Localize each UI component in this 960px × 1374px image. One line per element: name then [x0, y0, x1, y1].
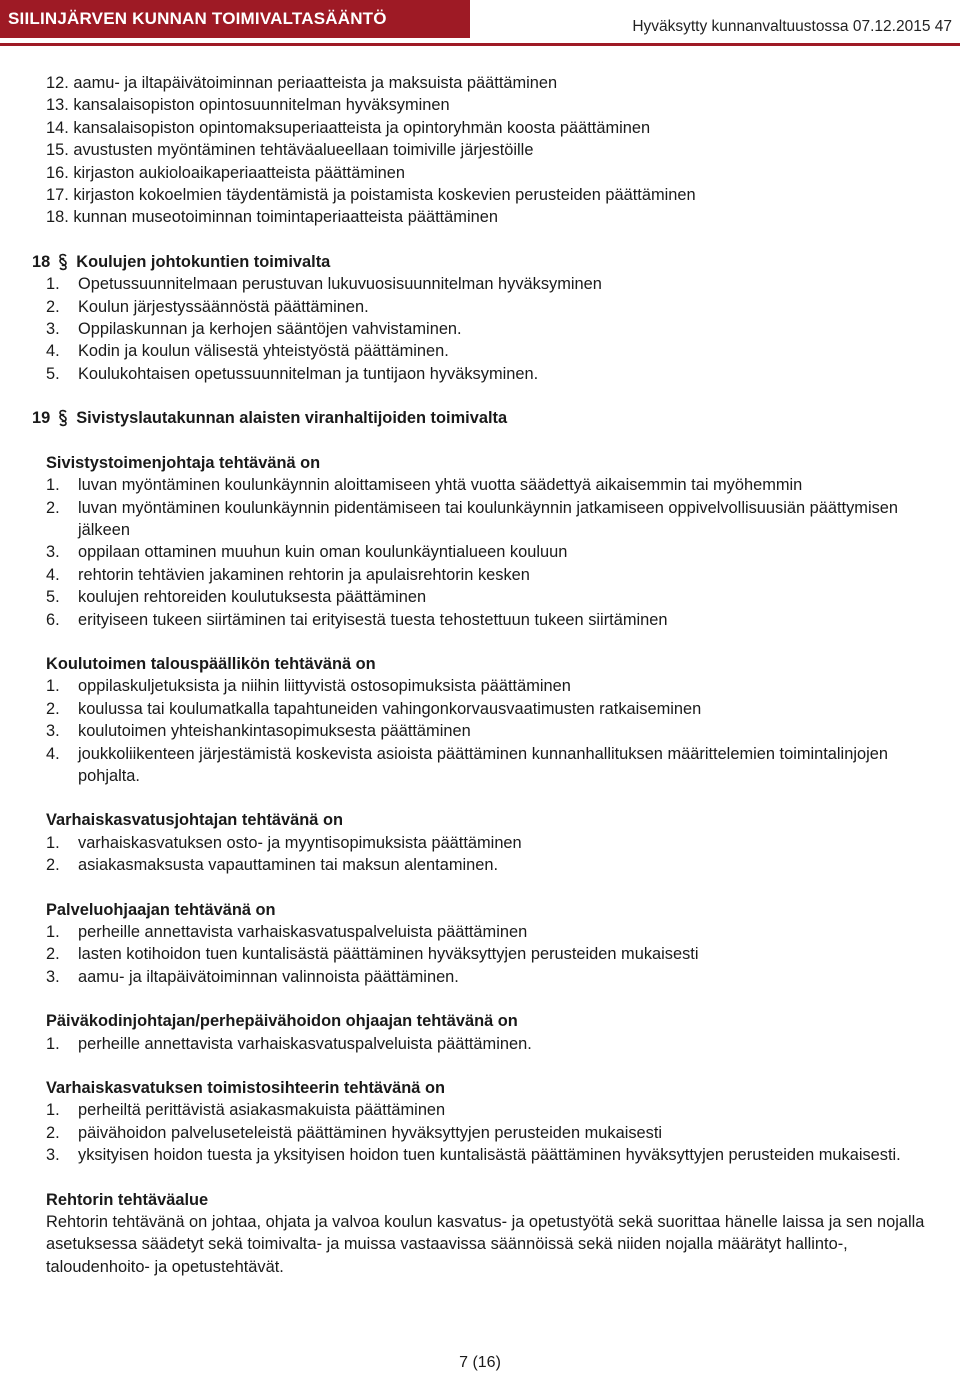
list-item: 1. perheille annettavista varhaiskasvatuspalveluista päättäminen — [46, 923, 528, 941]
section-19-heading — [32, 407, 951, 429]
group-list — [46, 921, 951, 988]
page-number: 7 (16) — [459, 1354, 501, 1371]
list-item: 6. erityiseen tukeen siirtäminen tai erityisestä tuesta tehostettuun tukeen siirtäminen — [46, 610, 668, 629]
group-heading: Koulutoimen talouspäällikön tehtävänä on — [46, 654, 376, 673]
list-item: 18. kunnan museotoiminnan toimintaperiaatteista päättäminen — [46, 208, 498, 227]
section-number: 18 — [32, 252, 51, 271]
list-item: 3. aamu- ja iltapäivätoiminnan valinnoista päättäminen. — [46, 967, 459, 986]
list-item: 15. avustusten myöntäminen tehtäväalueellaan toimiville järjestöille — [46, 141, 534, 160]
group-heading: Varhaiskasvatusjohtajan tehtävänä on — [46, 811, 343, 830]
document-title: SIILINJÄRVEN KUNNAN TOIMIVALTASÄÄNTÖ — [0, 0, 470, 38]
list-item: 2. lasten kotihoidon tuen kuntalisästä päättäminen hyväksyttyjen perusteiden mukaisesti — [46, 945, 699, 964]
document-body — [32, 72, 951, 1278]
list-item: 4. rehtorin tehtävien jakaminen rehtorin ja apulaisrehtorin kesken — [46, 565, 530, 584]
group-list — [46, 675, 951, 787]
list-item: 1. perheiltä perittävistä asiakasmakuista päättäminen — [46, 1101, 446, 1120]
section-title: Koulujen johtokuntien toimivalta — [76, 252, 331, 271]
page-header — [0, 0, 960, 49]
list-item: 4. joukkoliikenteen järjestämistä koskevista asioista päättäminen kunnanhallituksen määrittelemien toimintalinjojen pohjalta. — [46, 744, 888, 785]
group-heading: Päiväkodinjohtajan/perhepäivähoidon ohjaajan tehtävänä on — [46, 1012, 518, 1031]
list-item: 2. koulussa tai koulumatkalla tapahtuneiden vahingonkorvausvaatimusten ratkaiseminen — [46, 699, 702, 718]
list-item: 13. kansalaisopiston opintosuunnitelman hyväksyminen — [46, 96, 450, 115]
section-sign-icon — [56, 409, 70, 427]
list-item: 1. luvan myöntäminen koulunkäynnin aloittamiseen yhtä vuotta säädettyä aikaisemmin tai myöhemmin — [46, 476, 803, 495]
list-item: 3. oppilaan ottaminen muuhun kuin oman koulunkäyntialueen kouluun — [46, 543, 568, 562]
list-item: 2. luvan myöntäminen koulunkäynnin pidentämiseen tai koulunkäynnin jatkamiseen oppivelvollisuusiän päättymisen jälkeen — [46, 498, 899, 539]
approval-note: Hyväksytty kunnanvaltuustossa 07.12.2015 47 — [632, 18, 952, 35]
section-18-list — [46, 273, 951, 385]
group-heading: Sivistystoimenjohtaja tehtävänä on — [46, 453, 321, 472]
list-item: 2. Koulun järjestyssäännöstä päättäminen. — [46, 297, 369, 316]
list-item: 3. koulutoimen yhteishankintasopimuksesta päättäminen — [46, 722, 471, 741]
group-list — [46, 1033, 951, 1055]
list-item: 3. yksityisen hoidon tuesta ja yksityisen hoidon tuen kuntalisästä päättäminen hyväksyttyjen perusteiden mukaisesti. — [46, 1146, 901, 1165]
group-heading: Varhaiskasvatuksen toimistosihteerin tehtävänä on — [46, 1079, 445, 1098]
list-item: 16. kirjaston aukioloaikaperiaatteista päättäminen — [46, 163, 405, 182]
list-item: 5. Koulukohtaisen opetussuunnitelman ja tuntijaon hyväksyminen. — [46, 364, 539, 383]
section-number: 19 — [32, 409, 51, 428]
group-list — [46, 1099, 951, 1166]
list-item: 2. asiakasmaksusta vapauttaminen tai maksun alentaminen. — [46, 856, 499, 875]
list-item: 2. päivähoidon palveluseteleistä päättäminen hyväksyttyjen perusteiden mukaisesti — [46, 1123, 663, 1142]
list-item: 1. varhaiskasvatuksen osto- ja myyntisopimuksista päättäminen — [46, 833, 522, 852]
group-heading: Palveluohjaajan tehtävänä on — [46, 900, 276, 919]
group-list — [46, 832, 951, 877]
list-item: 3. Oppilaskunnan ja kerhojen sääntöjen vahvistaminen. — [46, 320, 462, 339]
rehtori-heading: Rehtorin tehtäväalue — [46, 1190, 209, 1209]
list-item: 12. aamu- ja iltapäivätoiminnan periaatteista ja maksuista päättäminen — [46, 74, 558, 92]
list-item: 4. Kodin ja koulun välisestä yhteistyöstä päättäminen. — [46, 342, 449, 361]
top-list — [46, 72, 951, 229]
section-18-heading — [32, 251, 951, 273]
section-title: Sivistyslautakunnan alaisten viranhaltijoiden toimivalta — [76, 409, 508, 428]
list-item: 1. Opetussuunnitelmaan perustuvan lukuvuosisuunnitelman hyväksyminen — [46, 275, 602, 294]
rehtori-paragraph: Rehtorin tehtävänä on johtaa, ohjata ja valvoa koulun kasvatus- ja opetustyötä sekä suorittaa hänelle laissa ja sen nojalla asetuksessa säädetyt sekä toimivalta- ja muissa vastaavissa säännöissä sekä niiden nojalla määrätyt hallinto-, taloudenhoito- ja opetustehtävät. — [46, 1213, 925, 1276]
list-item: 17. kirjaston kokoelmien täydentämistä ja poistamista koskevien perusteiden päättäminen — [46, 186, 696, 205]
list-item: 5. koulujen rehtoreiden koulutuksesta päättäminen — [46, 588, 427, 607]
header-divider — [0, 43, 960, 46]
group-list — [46, 474, 951, 631]
section-sign-icon — [56, 253, 70, 271]
list-item: 1. perheille annettavista varhaiskasvatuspalveluista päättäminen. — [46, 1034, 532, 1053]
list-item: 1. oppilaskuljetuksista ja niihin liittyvistä ostosopimuksista päättäminen — [46, 677, 571, 696]
list-item: 14. kansalaisopiston opintomaksuperiaatteista ja opintoryhmän koosta päättäminen — [46, 118, 651, 137]
